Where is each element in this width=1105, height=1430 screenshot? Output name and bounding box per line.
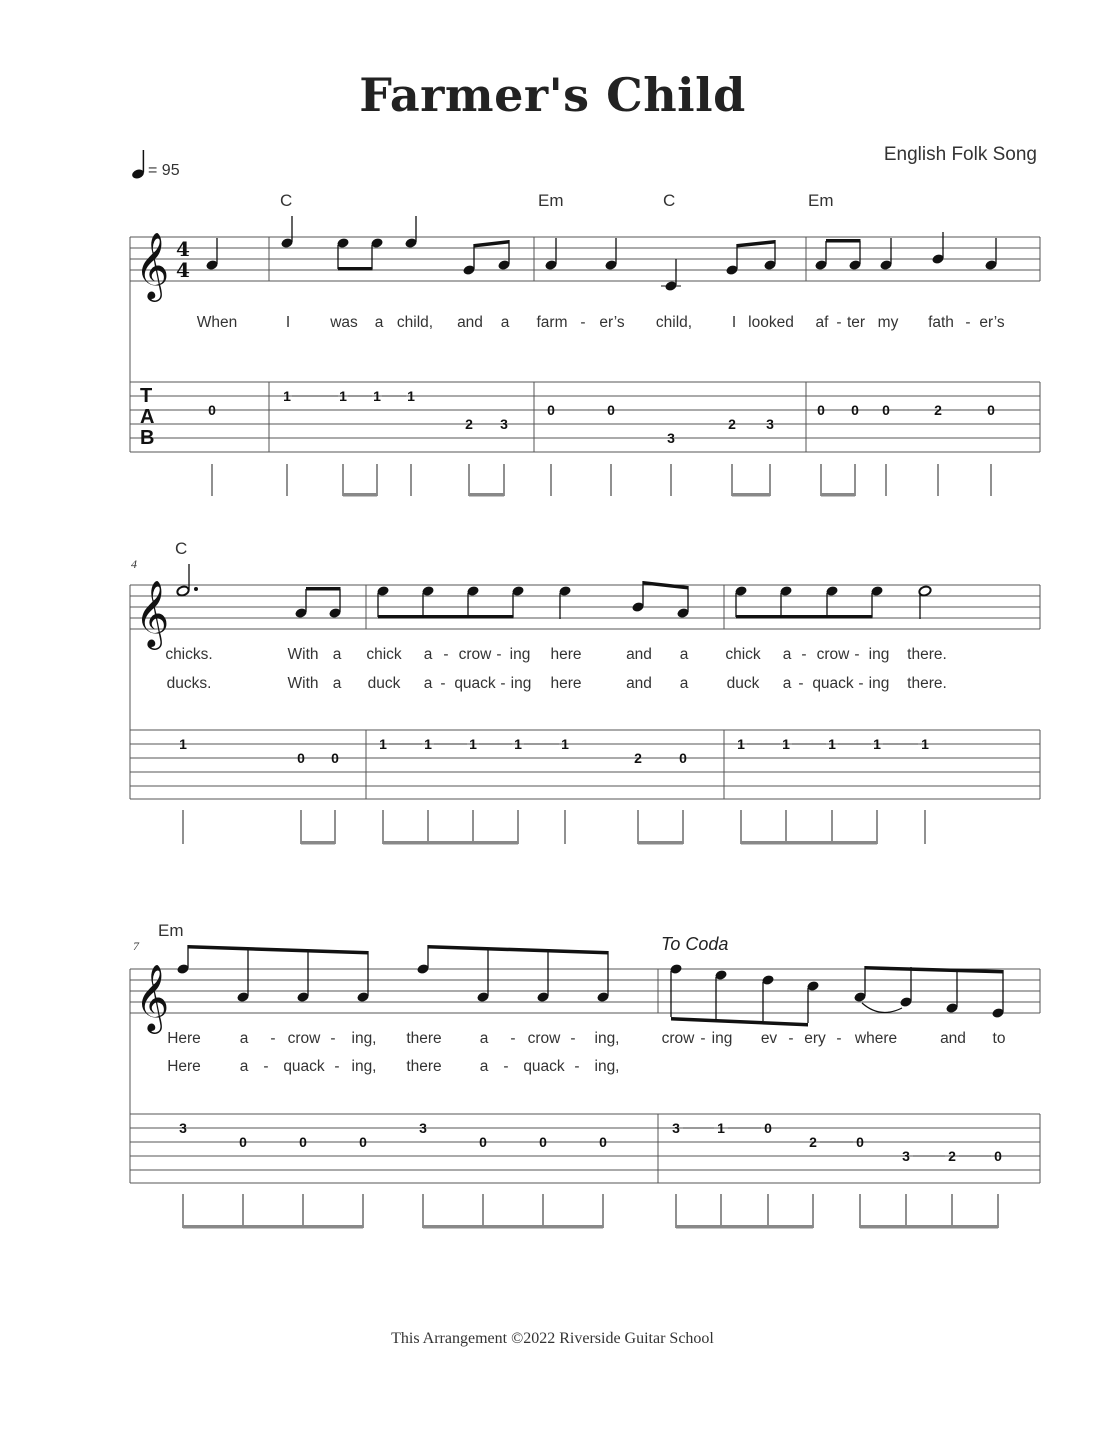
lyric-syllable: - (801, 646, 807, 663)
treble-clef-icon: 𝄞 (135, 231, 170, 299)
time-signature-top: 4 (176, 237, 190, 261)
tab-fret: 1 (828, 736, 836, 752)
lyric-syllable: With (287, 675, 319, 692)
lyric-syllable: there (406, 1058, 442, 1075)
tab-fret: 2 (634, 750, 642, 766)
lyric-syllable: a (374, 314, 384, 331)
system-3 (0, 915, 1105, 1235)
lyric-syllable: crow (527, 1030, 561, 1047)
notes (176, 564, 932, 619)
tab-fret: 1 (373, 388, 381, 404)
tab-fret: 2 (728, 416, 736, 432)
lyric-syllable: - (965, 314, 971, 331)
lyric-syllable: With (287, 646, 319, 663)
lyric-syllable: my (877, 314, 899, 331)
lyric-syllable: a (423, 675, 433, 692)
lyric-syllable: here (550, 646, 582, 663)
lyrics-verse-2 (167, 1058, 619, 1075)
lyric-syllable: a (423, 646, 433, 663)
tab-fret: 0 (239, 1134, 247, 1150)
rhythm-notation (212, 464, 991, 497)
tab-fret: 3 (419, 1120, 427, 1136)
lyric-syllable: - (854, 646, 860, 663)
lyric-syllable: Here (167, 1030, 201, 1047)
lyric-syllable: ducks. (166, 675, 212, 692)
lyric-syllable: quack (454, 675, 496, 692)
tab-fret: 3 (902, 1148, 910, 1164)
copyright-notice: This Arrangement ©2022 Riverside Guitar School (391, 1330, 714, 1347)
tab-fret: 2 (948, 1148, 956, 1164)
lyric-syllable: - (798, 675, 804, 692)
chord-symbol: C (663, 191, 676, 210)
lyric-syllable: ing (510, 675, 532, 692)
composer-credit: English Folk Song (883, 144, 1037, 165)
lyric-syllable: - (440, 675, 446, 692)
tempo-value: = 95 (148, 162, 180, 179)
tab-fret: 0 (994, 1148, 1002, 1164)
tab-fret: 1 (179, 736, 187, 752)
lyric-syllable: - (836, 1030, 842, 1047)
tab-fret: 3 (672, 1120, 680, 1136)
tab-fret: 3 (766, 416, 774, 432)
tab-numbers (179, 736, 929, 766)
lyric-syllable: a (479, 1030, 489, 1047)
tab-fret: 0 (599, 1134, 607, 1150)
time-signature-bottom: 4 (176, 258, 190, 282)
tab-staff (130, 382, 1040, 452)
lyric-syllable: I (285, 314, 291, 331)
lyric-syllable: - (270, 1030, 276, 1047)
lyric-syllable: Here (167, 1058, 201, 1075)
tab-fret: 1 (737, 736, 745, 752)
lyric-syllable: crow (816, 646, 850, 663)
tab-fret: 0 (987, 402, 995, 418)
tab-fret: 0 (539, 1134, 547, 1150)
tab-fret: 1 (424, 736, 432, 752)
lyric-syllable: a (679, 675, 689, 692)
to-coda-marking: To Coda (661, 934, 729, 954)
tab-fret: 0 (851, 402, 859, 418)
lyric-syllable: there (406, 1030, 442, 1047)
lyric-syllable: - (700, 1030, 706, 1047)
system-1 (0, 185, 1105, 505)
lyrics-verse-1 (165, 646, 947, 663)
lyric-syllable: ing, (594, 1030, 620, 1047)
tab-numbers (208, 388, 995, 446)
tab-label-b: B (140, 427, 155, 449)
lyric-syllable: a (782, 675, 792, 692)
tab-fret: 1 (379, 736, 387, 752)
lyric-syllable: chick (366, 646, 402, 663)
tab-fret: 0 (547, 402, 555, 418)
lyric-syllable: a (782, 646, 792, 663)
tab-fret: 3 (179, 1120, 187, 1136)
lyric-syllable: ter (846, 314, 866, 331)
tab-fret: 0 (817, 402, 825, 418)
tab-fret: 1 (339, 388, 347, 404)
music-staff (130, 237, 1040, 452)
chord-symbol: C (280, 191, 293, 210)
lyric-syllable: - (500, 675, 506, 692)
chord-symbol: Em (538, 191, 564, 210)
lyric-syllable: ing, (351, 1030, 377, 1047)
lyric-syllable: er’s (599, 314, 625, 331)
lyric-syllable: child, (396, 314, 434, 331)
lyric-syllable: - (836, 314, 842, 331)
lyric-syllable: farm (536, 314, 568, 331)
lyric-syllable: - (503, 1058, 509, 1075)
tab-fret: 0 (856, 1134, 864, 1150)
lyric-syllable: ing (868, 646, 890, 663)
notes (205, 216, 997, 292)
tab-fret: 0 (208, 402, 216, 418)
tab-fret: 0 (359, 1134, 367, 1150)
lyric-syllable: where (854, 1030, 898, 1047)
tab-fret: 0 (299, 1134, 307, 1150)
tab-fret: 2 (809, 1134, 817, 1150)
tab-fret: 2 (934, 402, 942, 418)
lyric-syllable: a (679, 646, 689, 663)
lyrics-verse-1 (167, 1030, 1005, 1047)
lyric-syllable: quack (523, 1058, 565, 1075)
tab-fret: 0 (297, 750, 305, 766)
lyric-syllable: crow (287, 1030, 321, 1047)
lyric-syllable: crow (661, 1030, 695, 1047)
lyric-syllable: - (496, 646, 502, 663)
tab-fret: 1 (469, 736, 477, 752)
lyric-syllable: duck (726, 675, 760, 692)
lyric-syllable: - (263, 1058, 269, 1075)
lyric-syllable: and (626, 675, 652, 692)
lyric-syllable: duck (367, 675, 401, 692)
lyric-syllable: ing (509, 646, 531, 663)
lyric-syllable: quack (812, 675, 854, 692)
lyric-syllable: to (992, 1030, 1006, 1047)
song-title: Farmer's Child (359, 68, 746, 122)
lyric-syllable: - (443, 646, 449, 663)
lyric-syllable: ery (804, 1030, 826, 1047)
lyric-syllable: - (330, 1030, 336, 1047)
tab-fret: 0 (679, 750, 687, 766)
lyric-syllable: - (570, 1030, 576, 1047)
tab-fret: 0 (882, 402, 890, 418)
lyric-syllable: ing (868, 675, 890, 692)
lyric-syllable: child, (655, 314, 693, 331)
lyric-syllable: here (550, 675, 582, 692)
lyric-syllable: quack (283, 1058, 325, 1075)
lyric-syllable: er’s (979, 314, 1005, 331)
music-staff (130, 585, 1040, 799)
system-2 (0, 535, 1105, 855)
lyric-syllable: and (457, 314, 483, 331)
lyric-syllable: a (332, 646, 342, 663)
lyric-syllable: fath (928, 314, 954, 331)
tab-fret: 0 (607, 402, 615, 418)
tab-fret: 1 (283, 388, 291, 404)
lyric-syllable: - (510, 1030, 516, 1047)
tab-fret: 1 (921, 736, 929, 752)
treble-clef-icon: 𝄞 (135, 963, 170, 1031)
tab-fret: 0 (764, 1120, 772, 1136)
rhythm-notation (183, 810, 925, 845)
lyric-syllable: and (626, 646, 652, 663)
lyric-syllable: - (334, 1058, 340, 1075)
lyric-syllable: was (330, 314, 358, 331)
lyric-syllable: there. (907, 646, 947, 663)
tab-fret: 3 (667, 430, 675, 446)
lyric-syllable: a (500, 314, 510, 331)
lyric-syllable: chicks. (165, 646, 213, 663)
rhythm-notation (183, 1194, 998, 1229)
lyric-syllable: crow (458, 646, 492, 663)
lyric-syllable: chick (725, 646, 761, 663)
chord-symbol: Em (158, 921, 184, 940)
lyric-syllable: a (239, 1030, 249, 1047)
tab-fret: 3 (500, 416, 508, 432)
lyric-syllable: - (858, 675, 864, 692)
lyric-syllable: - (574, 1058, 580, 1075)
lyric-syllable: I (731, 314, 737, 331)
lyric-syllable: looked (748, 314, 794, 331)
lyric-syllable: a (239, 1058, 249, 1075)
tab-fret: 0 (331, 750, 339, 766)
lyrics-verse-1 (197, 314, 1005, 331)
tab-fret: 1 (782, 736, 790, 752)
tab-fret: 1 (407, 388, 415, 404)
tab-label-t: T (140, 385, 153, 407)
lyric-syllable: - (788, 1030, 794, 1047)
chord-symbol: Em (808, 191, 834, 210)
lyric-syllable: af (815, 314, 829, 331)
lyric-syllable: ev (760, 1030, 778, 1047)
lyrics-verse-2 (167, 675, 947, 692)
treble-clef-icon: 𝄞 (135, 579, 170, 647)
measure-number: 7 (133, 939, 139, 953)
lyric-syllable: there. (907, 675, 947, 692)
tab-fret: 1 (514, 736, 522, 752)
tab-label-a: A (140, 406, 155, 428)
tab-fret: 2 (465, 416, 473, 432)
tab-fret: 1 (561, 736, 569, 752)
lyric-syllable: and (940, 1030, 966, 1047)
lyric-syllable: a (479, 1058, 489, 1075)
tab-staff (130, 730, 1040, 799)
notes (176, 945, 1004, 1027)
chord-symbol: C (175, 539, 188, 558)
lyric-syllable: When (196, 314, 238, 331)
tempo-marking (130, 150, 210, 182)
lyric-syllable: ing (711, 1030, 733, 1047)
lyric-syllable: ing, (594, 1058, 620, 1075)
lyric-syllable: ing, (351, 1058, 377, 1075)
tab-fret: 0 (479, 1134, 487, 1150)
tab-fret: 1 (717, 1120, 725, 1136)
measure-number: 4 (131, 557, 137, 571)
tab-fret: 1 (873, 736, 881, 752)
lyric-syllable: - (580, 314, 586, 331)
lyric-syllable: a (332, 675, 342, 692)
